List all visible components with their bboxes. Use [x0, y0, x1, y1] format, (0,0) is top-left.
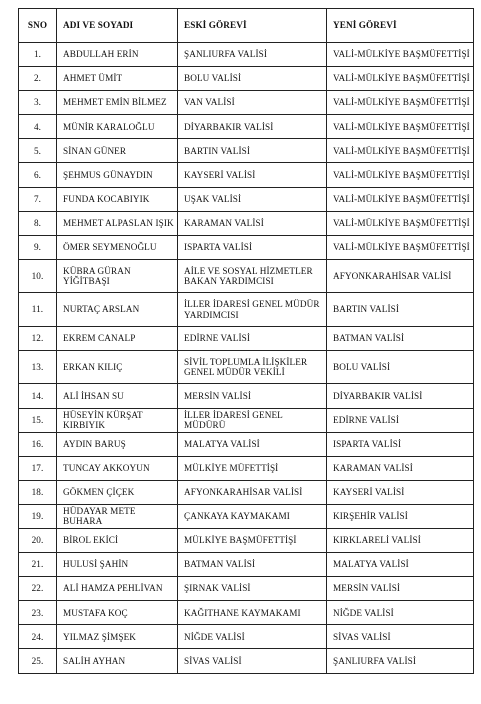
row-name: ALİ İHSAN SU [57, 384, 178, 408]
row-old-position: İLLER İDARESİ GENEL MÜDÜRÜ [178, 408, 327, 432]
row-new-position: VALİ-MÜLKİYE BAŞMÜFETTİŞİ [327, 211, 474, 235]
row-name: ÖMER SEYMENOĞLU [57, 235, 178, 259]
row-name: AYDIN BARUŞ [57, 432, 178, 456]
row-old-position: AİLE VE SOSYAL HİZMETLER BAKAN YARDIMCISI [178, 259, 327, 293]
appointments-table [18, 8, 474, 674]
row-name: NURTAÇ ARSLAN [57, 293, 178, 327]
row-new-position: KARAMAN VALİSİ [327, 456, 474, 480]
row-name: ERKAN KILIÇ [57, 350, 178, 384]
row-sno: 15. [19, 408, 57, 432]
row-old-position: KAĞITHANE KAYMAKAMI [178, 601, 327, 625]
row-sno: 9. [19, 235, 57, 259]
row-new-position: BOLU VALİSİ [327, 350, 474, 384]
row-name: BİROL EKİCİ [57, 529, 178, 553]
row-old-position: SİVAS VALİSİ [178, 649, 327, 673]
row-old-position: BOLU VALİSİ [178, 67, 327, 91]
row-sno: 22. [19, 577, 57, 601]
row-sno: 7. [19, 187, 57, 211]
row-name: MUSTAFA KOÇ [57, 601, 178, 625]
table-row [19, 553, 474, 577]
row-sno: 16. [19, 432, 57, 456]
row-sno: 6. [19, 163, 57, 187]
row-sno: 12. [19, 326, 57, 350]
table-row [19, 625, 474, 649]
row-sno: 1. [19, 43, 57, 67]
row-new-position: KAYSERİ VALİSİ [327, 480, 474, 504]
row-name: HULUSİ ŞAHİN [57, 553, 178, 577]
table-row [19, 187, 474, 211]
table-row [19, 43, 474, 67]
row-old-position: NİĞDE VALİSİ [178, 625, 327, 649]
row-old-position: ISPARTA VALİSİ [178, 235, 327, 259]
row-new-position: BATMAN VALİSİ [327, 326, 474, 350]
header-new-position: YENİ GÖREVİ [327, 9, 474, 43]
row-old-position: MÜLKİYE BAŞMÜFETTİŞİ [178, 529, 327, 553]
row-sno: 5. [19, 139, 57, 163]
row-sno: 17. [19, 456, 57, 480]
row-sno: 13. [19, 350, 57, 384]
row-new-position: VALİ-MÜLKİYE BAŞMÜFETTİŞİ [327, 115, 474, 139]
table-row [19, 67, 474, 91]
header-sno: SNO [19, 9, 57, 43]
row-old-position: MERSİN VALİSİ [178, 384, 327, 408]
row-new-position: VALİ-MÜLKİYE BAŞMÜFETTİŞİ [327, 235, 474, 259]
row-new-position: VALİ-MÜLKİYE BAŞMÜFETTİŞİ [327, 139, 474, 163]
row-name: SİNAN GÜNER [57, 139, 178, 163]
row-sno: 25. [19, 649, 57, 673]
table-row [19, 432, 474, 456]
row-name: GÖKMEN ÇİÇEK [57, 480, 178, 504]
row-old-position: AFYONKARAHİSAR VALİSİ [178, 480, 327, 504]
row-new-position: VALİ-MÜLKİYE BAŞMÜFETTİŞİ [327, 91, 474, 115]
row-sno: 18. [19, 480, 57, 504]
table-row [19, 211, 474, 235]
row-old-position: MÜLKİYE MÜFETTİŞİ [178, 456, 327, 480]
row-name: FUNDA KOCABIYIK [57, 187, 178, 211]
row-name: KÜBRA GÜRAN YİĞİTBAŞI [57, 259, 178, 293]
row-name: HÜSEYİN KÜRŞAT KIRBIYIK [57, 408, 178, 432]
row-name: AHMET ÜMİT [57, 67, 178, 91]
table-row [19, 456, 474, 480]
row-name: ŞEHMUS GÜNAYDIN [57, 163, 178, 187]
row-new-position: MERSİN VALİSİ [327, 577, 474, 601]
row-name: ALİ HAMZA PEHLİVAN [57, 577, 178, 601]
row-sno: 11. [19, 293, 57, 327]
row-old-position: EDİRNE VALİSİ [178, 326, 327, 350]
table-row [19, 293, 474, 327]
row-sno: 4. [19, 115, 57, 139]
row-new-position: EDİRNE VALİSİ [327, 408, 474, 432]
row-new-position: ŞANLIURFA VALİSİ [327, 649, 474, 673]
row-old-position: DİYARBAKIR VALİSİ [178, 115, 327, 139]
row-sno: 10. [19, 259, 57, 293]
row-name: HÜDAYAR METE BUHARA [57, 504, 178, 528]
row-old-position: SİVİL TOPLUMLA İLİŞKİLER GENEL MÜDÜR VEKİLİ [178, 350, 327, 384]
row-new-position: BARTIN VALİSİ [327, 293, 474, 327]
row-old-position: ÇANKAYA KAYMAKAMI [178, 504, 327, 528]
row-sno: 23. [19, 601, 57, 625]
table-row [19, 259, 474, 293]
row-old-position: MALATYA VALİSİ [178, 432, 327, 456]
table-row [19, 235, 474, 259]
table-row [19, 408, 474, 432]
row-new-position: SİVAS VALİSİ [327, 625, 474, 649]
row-new-position: DİYARBAKIR VALİSİ [327, 384, 474, 408]
row-new-position: NİĞDE VALİSİ [327, 601, 474, 625]
row-new-position: KIRŞEHİR VALİSİ [327, 504, 474, 528]
table-row [19, 601, 474, 625]
table-row [19, 350, 474, 384]
row-new-position: VALİ-MÜLKİYE BAŞMÜFETTİŞİ [327, 43, 474, 67]
table-row [19, 649, 474, 673]
row-sno: 19. [19, 504, 57, 528]
table-body [19, 43, 474, 674]
row-sno: 20. [19, 529, 57, 553]
row-new-position: VALİ-MÜLKİYE BAŞMÜFETTİŞİ [327, 187, 474, 211]
row-old-position: BATMAN VALİSİ [178, 553, 327, 577]
row-old-position: İLLER İDARESİ GENEL MÜDÜR YARDIMCISI [178, 293, 327, 327]
row-old-position: VAN VALİSİ [178, 91, 327, 115]
row-sno: 2. [19, 67, 57, 91]
row-name: TUNCAY AKKOYUN [57, 456, 178, 480]
header-old-position: ESKİ GÖREVİ [178, 9, 327, 43]
row-name: MÜNİR KARALOĞLU [57, 115, 178, 139]
row-old-position: ŞANLIURFA VALİSİ [178, 43, 327, 67]
row-sno: 21. [19, 553, 57, 577]
table-row [19, 577, 474, 601]
table-row [19, 91, 474, 115]
row-old-position: ŞIRNAK VALİSİ [178, 577, 327, 601]
row-sno: 24. [19, 625, 57, 649]
table-row [19, 139, 474, 163]
row-name: ABDULLAH ERİN [57, 43, 178, 67]
table-header-row [19, 9, 474, 43]
table-row [19, 384, 474, 408]
row-new-position: ISPARTA VALİSİ [327, 432, 474, 456]
row-name: MEHMET ALPASLAN IŞIK [57, 211, 178, 235]
row-old-position: UŞAK VALİSİ [178, 187, 327, 211]
row-new-position: MALATYA VALİSİ [327, 553, 474, 577]
row-old-position: KAYSERİ VALİSİ [178, 163, 327, 187]
row-new-position: KIRKLARELİ VALİSİ [327, 529, 474, 553]
row-name: MEHMET EMİN BİLMEZ [57, 91, 178, 115]
table-row [19, 163, 474, 187]
table-row [19, 326, 474, 350]
row-sno: 8. [19, 211, 57, 235]
table-row [19, 529, 474, 553]
row-new-position: VALİ-MÜLKİYE BAŞMÜFETTİŞİ [327, 163, 474, 187]
row-new-position: AFYONKARAHİSAR VALİSİ [327, 259, 474, 293]
header-name: ADI VE SOYADI [57, 9, 178, 43]
table-row [19, 480, 474, 504]
row-sno: 3. [19, 91, 57, 115]
row-name: YILMAZ ŞİMŞEK [57, 625, 178, 649]
table-row [19, 504, 474, 528]
row-old-position: BARTIN VALİSİ [178, 139, 327, 163]
row-new-position: VALİ-MÜLKİYE BAŞMÜFETTİŞİ [327, 67, 474, 91]
row-old-position: KARAMAN VALİSİ [178, 211, 327, 235]
row-sno: 14. [19, 384, 57, 408]
table-row [19, 115, 474, 139]
row-name: EKREM CANALP [57, 326, 178, 350]
row-name: SALİH AYHAN [57, 649, 178, 673]
